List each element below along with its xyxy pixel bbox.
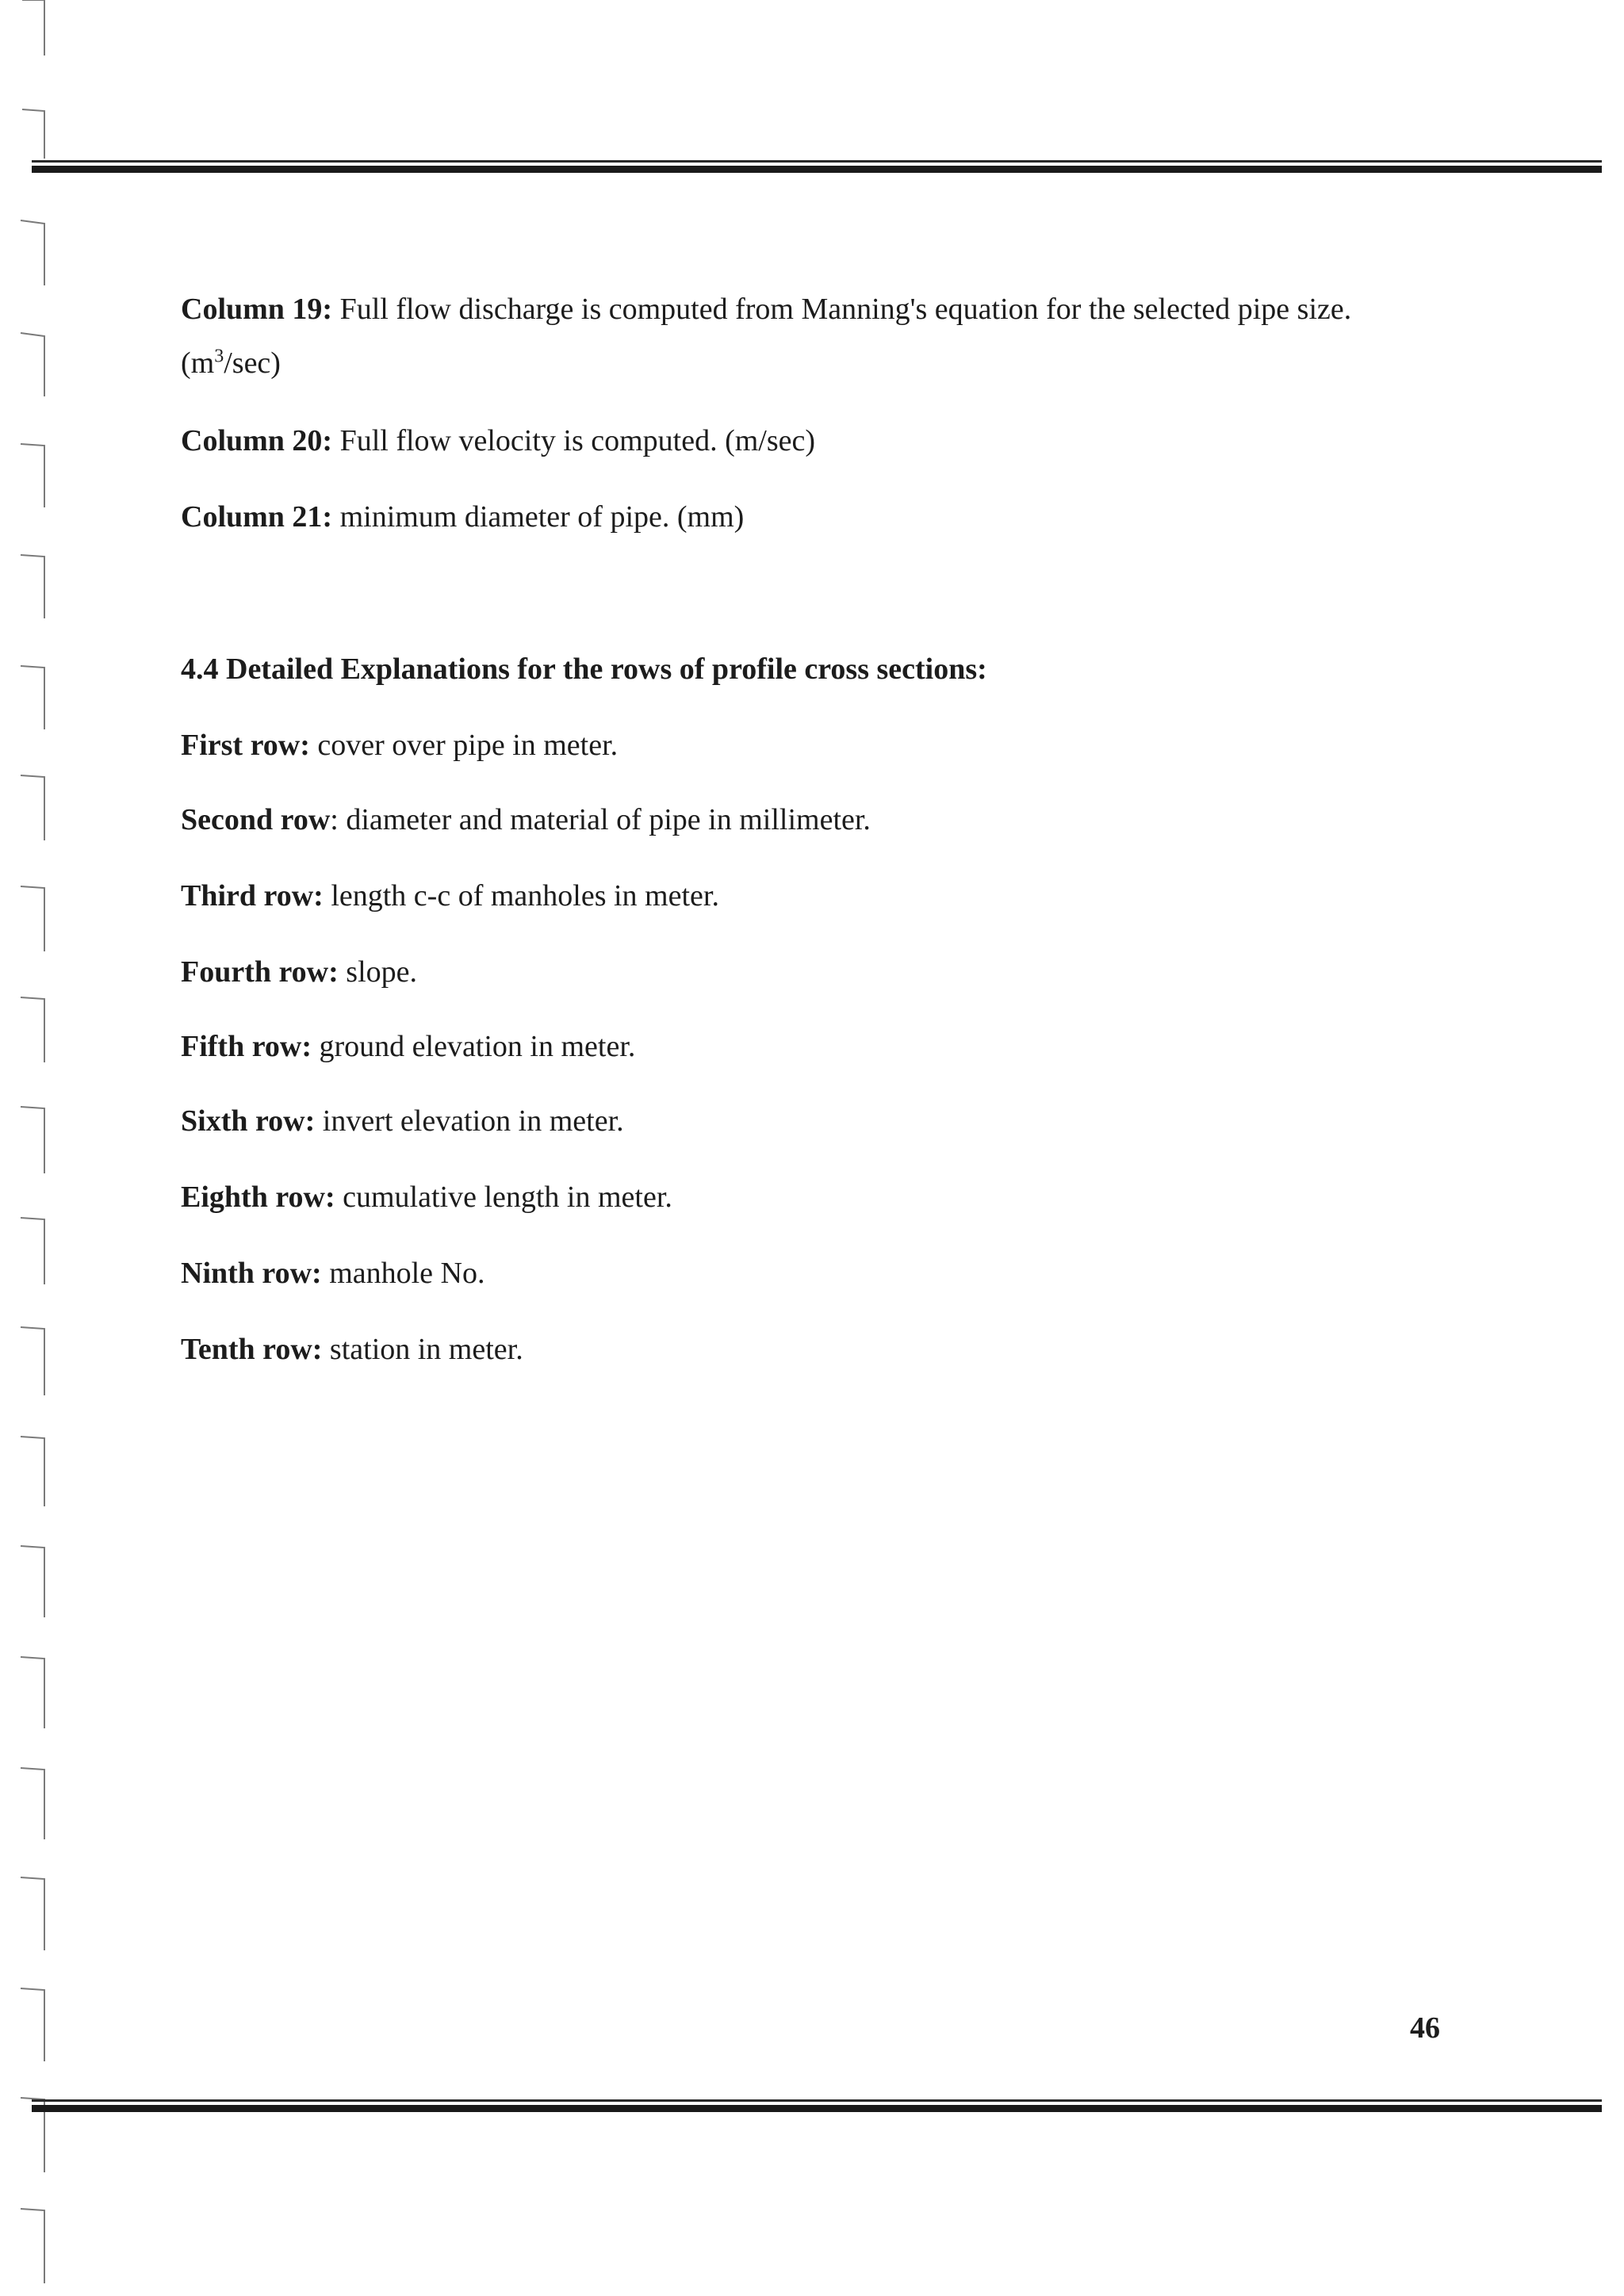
column-19-unit: [181, 346, 281, 382]
row-text: station in meter.: [322, 1333, 523, 1366]
row-entry-eighth: [181, 1180, 672, 1216]
page-number: 46: [1410, 2011, 1440, 2045]
column-20-text: Full flow velocity is computed. (m/sec): [332, 424, 816, 457]
row-entry-tenth: [181, 1332, 523, 1368]
row-label: Fourth row:: [181, 955, 339, 989]
row-text: cover over pipe in meter.: [309, 729, 619, 762]
column-19-label: Column 19:: [181, 293, 333, 326]
row-label: Sixth row:: [181, 1104, 316, 1138]
row-text: invert elevation in meter.: [315, 1104, 624, 1138]
row-label: First row:: [181, 729, 310, 762]
row-label: Third row:: [181, 879, 324, 913]
row-entry-ninth: [181, 1256, 485, 1292]
section-heading: 4.4 Detailed Explanations for the rows of profile cross sections:: [181, 652, 987, 686]
row-entry-first: [181, 728, 618, 764]
row-entry-sixth: [181, 1104, 624, 1140]
top-rule: [32, 160, 1602, 173]
column-19-unit-exponent: 3: [214, 346, 224, 367]
row-label: Ninth row:: [181, 1257, 322, 1290]
row-label: Tenth row:: [181, 1333, 323, 1366]
column-20-label: Column 20:: [181, 424, 333, 457]
column-21-text: minimum diameter of pipe. (mm): [332, 500, 745, 534]
row-text: : diameter and material of pipe in millimeter.: [330, 803, 871, 836]
row-label: Eighth row:: [181, 1181, 335, 1214]
row-entry-third: [181, 878, 719, 915]
row-text: slope.: [338, 955, 417, 989]
binding-marks: [14, 0, 54, 2296]
row-entry-fifth: [181, 1029, 635, 1066]
row-entry-second: [181, 802, 871, 839]
row-label: Fifth row:: [181, 1030, 312, 1063]
column-19-entry: [181, 292, 1351, 328]
column-19-unit-prefix: (m: [181, 346, 215, 380]
row-text: manhole No.: [321, 1257, 485, 1290]
row-label: Second row: [181, 803, 331, 836]
column-20-entry: [181, 423, 815, 460]
column-21-entry: [181, 499, 744, 536]
column-19-text: Full flow discharge is computed from Manning's equation for the selected pipe size.: [332, 293, 1352, 326]
row-text: cumulative length in meter.: [335, 1181, 672, 1214]
bottom-rule: [32, 2099, 1602, 2112]
row-text: ground elevation in meter.: [312, 1030, 636, 1063]
row-text: length c-c of manholes in meter.: [323, 879, 719, 913]
row-entry-fourth: [181, 955, 417, 991]
column-19-unit-suffix: /sec): [224, 346, 281, 380]
column-21-label: Column 21:: [181, 500, 333, 534]
